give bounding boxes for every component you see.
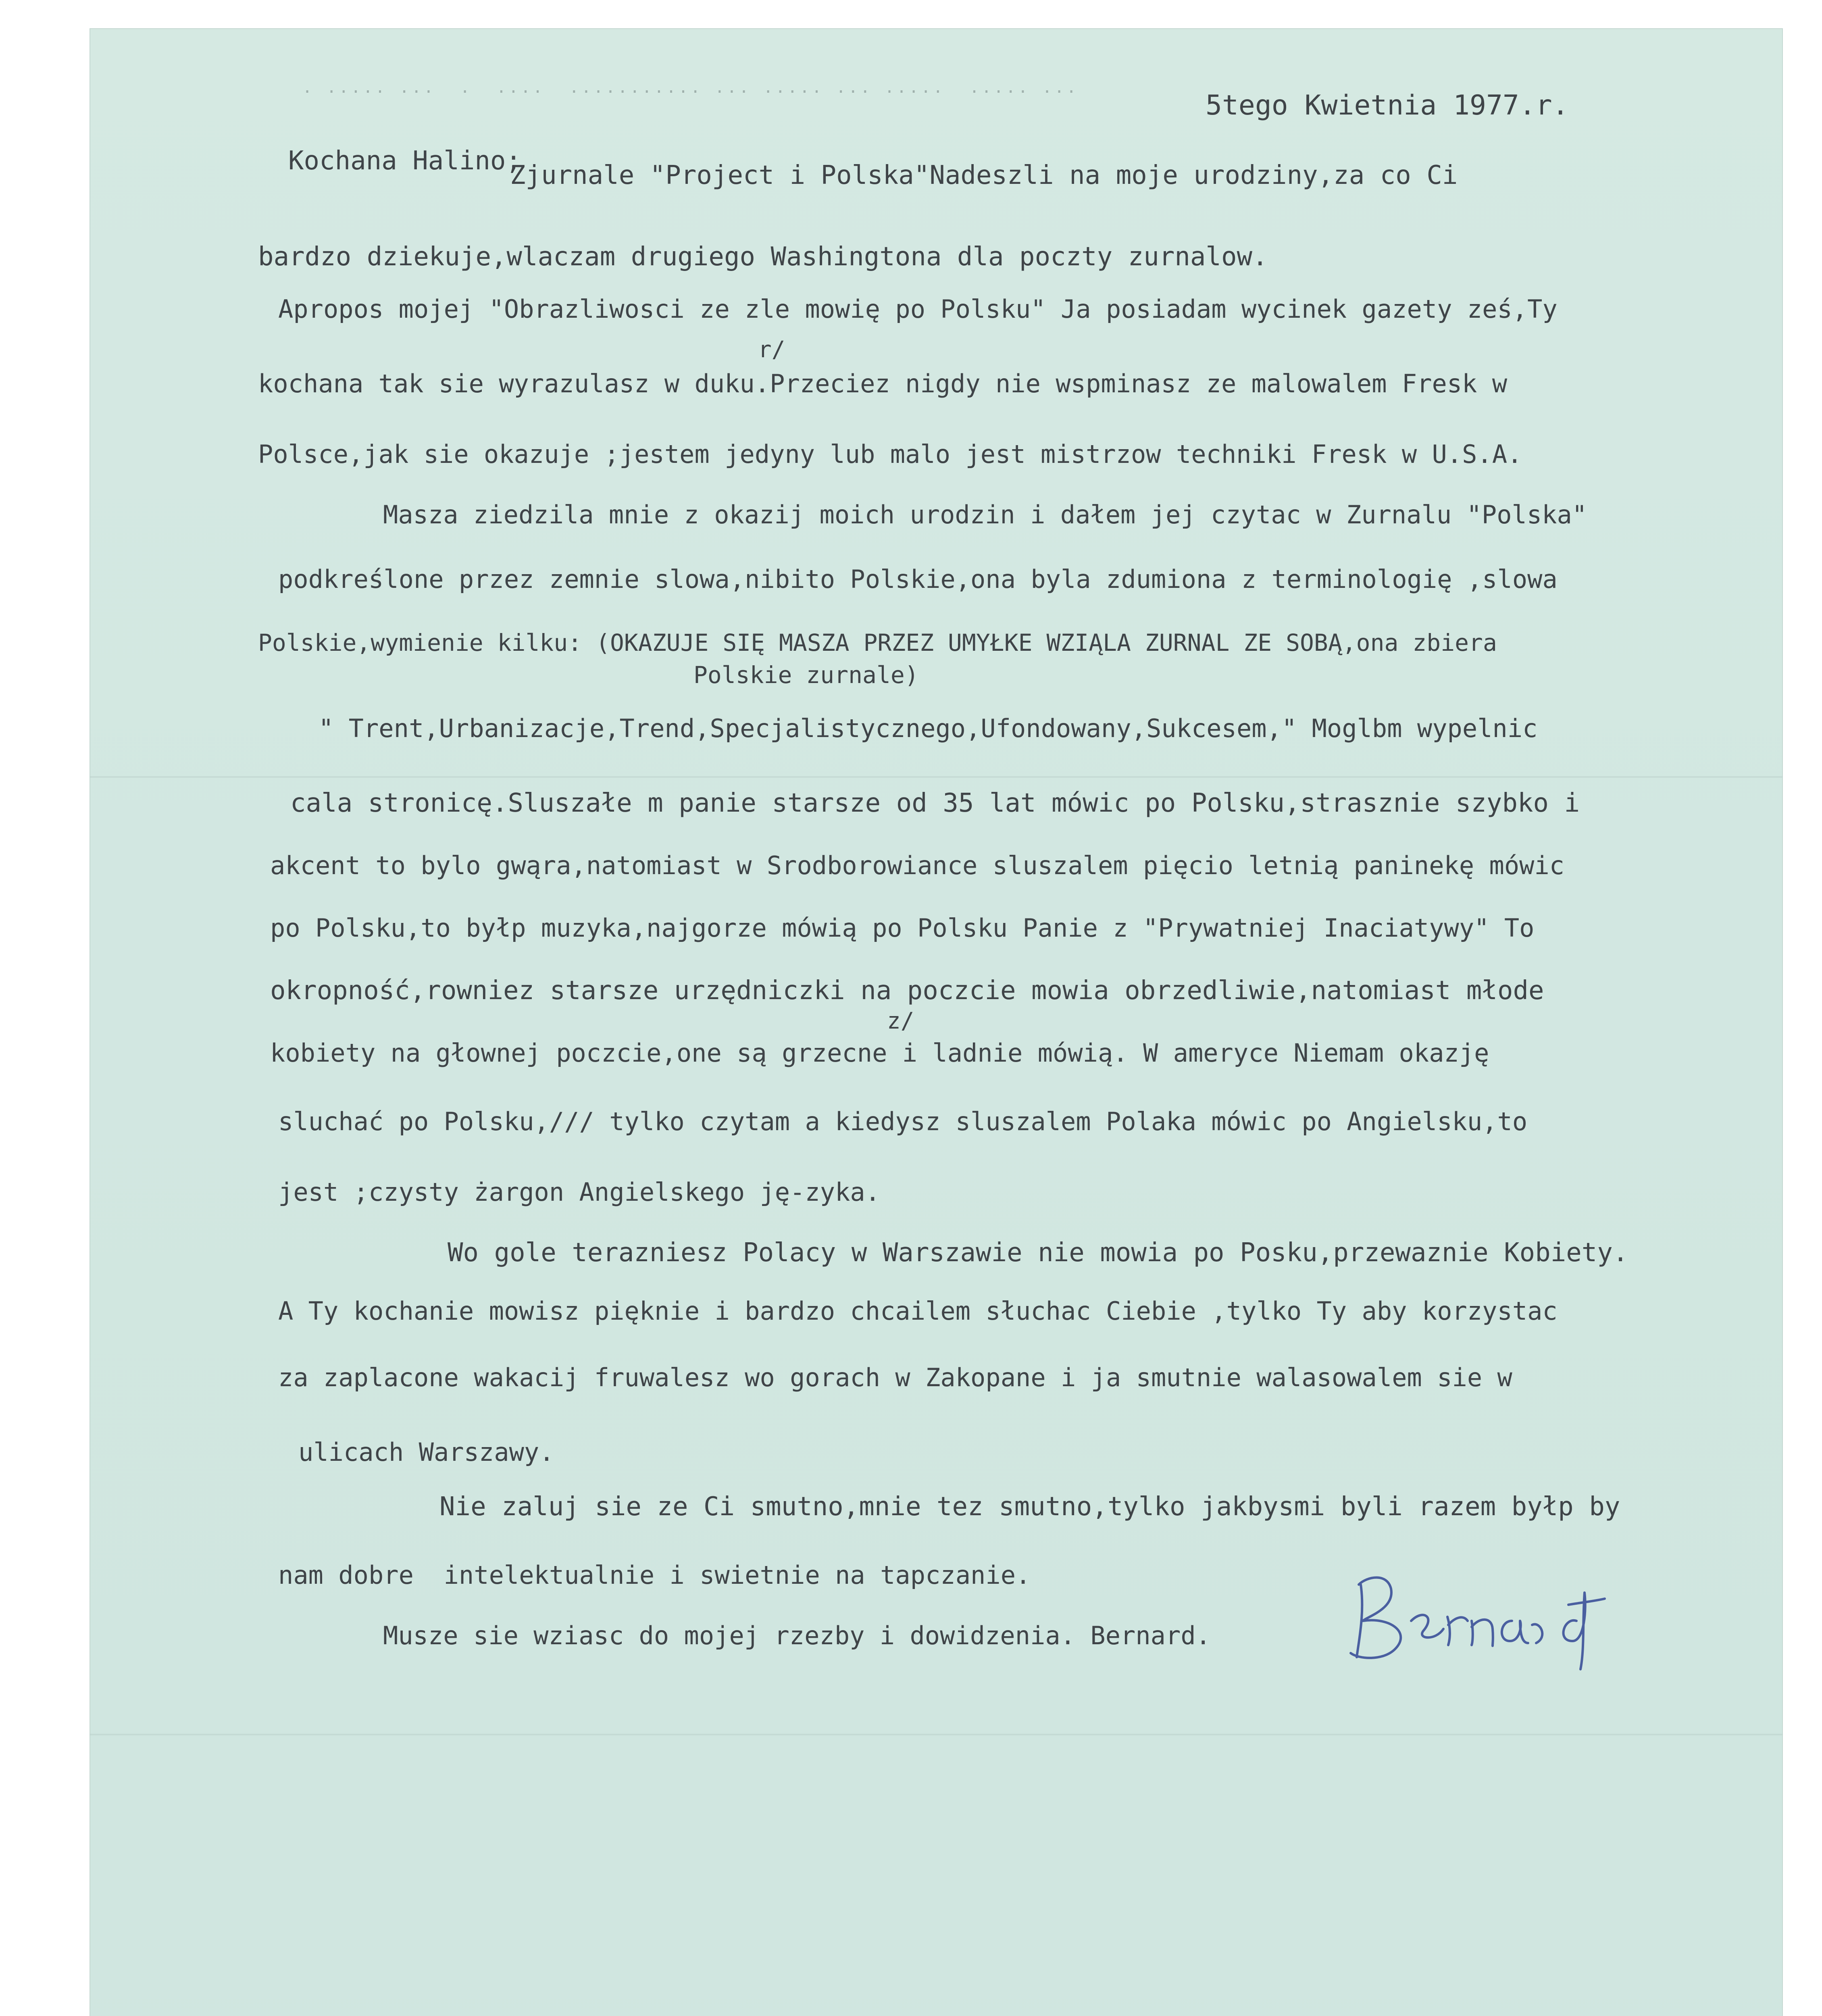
letter-line-7: podkreślone przez zemnie slowa,nibito Polskie,ona byla zdumiona z terminologię ,slowa	[278, 564, 1558, 594]
letter-closing-line: Musze sie wziasc do mojej rzezby i dowidzenia. Bernard.	[383, 1621, 1211, 1650]
letter-correction-r: r/	[758, 337, 785, 363]
letter-date: 5tego Kwietnia 1977.r.	[1206, 90, 1569, 121]
letter-line-9: " Trent,Urbanizacje,Trend,Specjalistycznego,Ufondowany,Sukcesem," Moglbm wypelnic	[319, 714, 1538, 743]
letter-paper	[90, 28, 1783, 2016]
faint-header-text: · ····· ··· · ···· ··········· ··· ····· ··· ····· ····· ···	[302, 83, 1079, 101]
letter-line-13: okropność,rowniez starsze urzędniczki na poczcie mowia obrzedliwie,natomiast młode	[270, 976, 1544, 1006]
letter-line-3: Apropos mojej "Obrazliwosci ze zle mowię po Polsku" Ja posiadam wycinek gazety ześ,Ty	[278, 294, 1558, 324]
letter-greeting: Kochana Halino;	[288, 146, 521, 176]
letter-line-18: A Ty kochanie mowisz pięknie i bardzo chcailem słuchac Ciebie ,tylko Ty aby korzystac	[278, 1296, 1558, 1326]
letter-line-22: nam dobre intelektualnie i swietnie na tapczanie.	[278, 1560, 1031, 1590]
letter-line-1: Zjurnale "Project i Polska"Nadeszli na moje urodziny,za co Ci	[510, 160, 1458, 190]
letter-line-21: Nie zaluj sie ze Ci smutno,mnie tez smutno,tylko jakbysmi byli razem byłp by	[439, 1492, 1620, 1522]
letter-line-15: sluchać po Polsku,/// tylko czytam a kiedysz sluszalem Polaka mówic po Angielsku,to	[278, 1107, 1528, 1136]
letter-line-6: Masza ziedzila mnie z okazij moich urodzin i dałem jej czytac w Zurnalu "Polska"	[383, 500, 1587, 529]
letter-line-16: jest ;czysty żargon Angielskego ję-zyka.	[278, 1177, 881, 1207]
paper-fold-line	[90, 776, 1783, 778]
letter-line-11: akcent to bylo gwąra,natomiast w Srodborowiance sluszalem pięcio letnią paninekę mówic	[270, 851, 1565, 880]
paper-fold-line-lower	[90, 1734, 1783, 1735]
letter-line-8-continued: Polskie zurnale)	[693, 661, 919, 689]
letter-line-2: bardzo dziekuje,wlaczam drugiego Washingtona dla poczty zurnalow.	[258, 242, 1268, 272]
signature-text: Bernard	[1343, 1560, 1344, 1561]
handwritten-signature	[1343, 1560, 1617, 1673]
letter-line-4: kochana tak sie wyrazulasz w duku.Przeciez nigdy nie wspminasz ze malowalem Fresk w	[258, 369, 1508, 398]
letter-line-10: cala stronicę.Sluszałe m panie starsze od 35 lat mówic po Polsku,strasznie szybko i	[290, 788, 1580, 818]
letter-line-17: Wo gole terazniesz Polacy w Warszawie nie mowia po Posku,przewaznie Kobiety.	[448, 1238, 1628, 1268]
letter-line-14: kobiety na głownej poczcie,one są grzecne i ladnie mówią. W ameryce Niemam okazję	[270, 1038, 1489, 1068]
letter-line-8: Polskie,wymienie kilku: (OKAZUJE SIĘ MASZA PRZEZ UMYŁKE WZIĄLA ZURNAL ZE SOBĄ,ona zbiera	[258, 629, 1497, 656]
letter-line-20: ulicach Warszawy.	[298, 1437, 554, 1467]
letter-correction-z: z/	[887, 1008, 914, 1034]
letter-line-19: za zaplacone wakacij fruwalesz wo gorach w Zakopane i ja smutnie walasowalem sie w	[278, 1363, 1512, 1392]
letter-line-12: po Polsku,to byłp muzyka,najgorze mówią po Polsku Panie z "Prywatniej Inaciatywy" To	[270, 913, 1535, 943]
letter-line-5: Polsce,jak sie okazuje ;jestem jedyny lub malo jest mistrzow techniki Fresk w U.S.A.	[258, 439, 1522, 469]
